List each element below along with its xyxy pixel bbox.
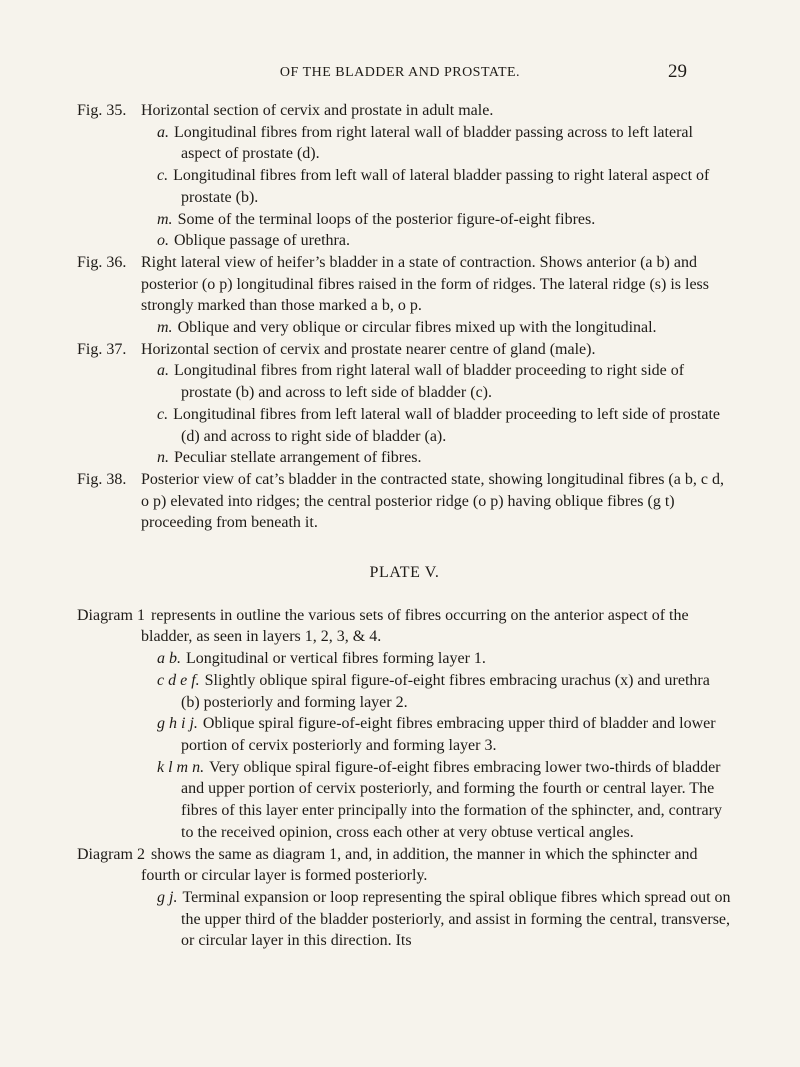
item-text: Very oblique spiral figure-of-eight fibres embracing lower two-thirds of bladder and upper portion of cervix posteriorly, and forming the fourth or central layer. The fibres of this layer enter principally into the formation of the sphincter, and, contrary to the received opinion, cross each other at very obtuse vertical angles. — [181, 758, 722, 841]
page-header — [0, 61, 800, 85]
item-text: Longitudinal fibres from right lateral wall of bladder proceeding to right side of prostate (b) and across to left side of bladder (c). — [174, 362, 685, 402]
diagram-text: shows the same as diagram 1, and, in addition, the manner in which the sphincter and fourth or circular layer is formed posteriorly. — [141, 845, 698, 885]
figure-text: Horizontal section of cervix and prostate in adult male. — [141, 102, 494, 119]
item-key: c. — [157, 167, 169, 185]
page-body — [77, 100, 732, 952]
diagram-label: Diagram 2 — [77, 845, 145, 863]
figure-caption — [77, 100, 732, 122]
diagram-item — [77, 670, 732, 713]
item-key: a. — [157, 362, 169, 380]
diagram-text: represents in outline the various sets of fibres occurring on the anterior aspect of the bladder, as seen in layers 1, 2, 3, & 4. — [141, 606, 689, 646]
item-text: Oblique spiral figure-of-eight fibres embracing upper third of bladder and lower portion of cervix posteriorly and forming layer 3. — [181, 715, 716, 754]
figure-caption — [77, 252, 732, 317]
figure-item — [77, 230, 732, 252]
item-key: k l m n. — [157, 758, 205, 776]
item-key: c d e f. — [157, 671, 200, 689]
figure-item — [77, 209, 732, 231]
diagram-item — [77, 887, 732, 952]
item-text: Terminal expansion or loop representing the spiral oblique fibres which spread out on the upper third of the bladder posteriorly, and assist in forming the central, transverse, or circular layer in this direction. Its — [181, 888, 731, 950]
figure-caption — [77, 469, 732, 534]
item-key: n. — [157, 449, 169, 467]
diagram-label: Diagram 1 — [77, 606, 145, 624]
item-text: Oblique passage of urethra. — [174, 232, 350, 250]
figure-label: Fig. 38. — [77, 470, 127, 488]
figure-item — [77, 404, 732, 447]
item-key: c. — [157, 405, 169, 423]
item-key: a. — [157, 123, 169, 141]
figure-label: Fig. 37. — [77, 340, 127, 358]
figure-caption — [77, 339, 732, 361]
item-key: m. — [157, 319, 173, 337]
diagram-caption — [77, 844, 732, 887]
figure-item — [77, 447, 732, 469]
item-key: a b. — [157, 650, 181, 668]
diagram-item — [77, 648, 732, 670]
figure-text: Horizontal section of cervix and prostate nearer centre of gland (male). — [141, 340, 596, 358]
diagram-caption — [77, 605, 732, 648]
page-number: 29 — [668, 61, 687, 82]
diagram-item — [77, 713, 732, 756]
diagram-item — [77, 757, 732, 844]
figure-item — [77, 122, 732, 165]
item-text: Peculiar stellate arrangement of fibres. — [174, 449, 422, 467]
figure-item — [77, 360, 732, 403]
item-text: Longitudinal fibres from right lateral wall of bladder passing across to left lateral aspect of prostate (d). — [174, 123, 693, 163]
item-text: Slightly oblique spiral figure-of-eight fibres embracing urachus (x) and urethra (b) posteriorly and forming layer 2. — [181, 671, 710, 711]
figure-label: Fig. 35. — [77, 102, 127, 119]
item-text: Longitudinal or vertical fibres forming layer 1. — [186, 650, 486, 668]
figure-text: Right lateral view of heifer’s bladder in a state of contraction. Shows anterior (a b) and posterior (o p) longitudinal fibres raised in the form of ridges. The lateral ridge (s) is less strongly marked than those marked a b, o p. — [141, 253, 709, 315]
item-text: Longitudinal fibres from left lateral wall of bladder proceeding to left side of prostate (d) and across to right side of bladder (a). — [173, 405, 721, 445]
plate-heading: PLATE V. — [369, 564, 440, 582]
running-title: OF THE BLADDER AND PROSTATE. — [279, 65, 521, 80]
figure-label: Fig. 36. — [77, 253, 127, 271]
item-text: Some of the terminal loops of the posterior figure-of-eight fibres. — [177, 210, 596, 228]
item-text: Longitudinal fibres from left wall of lateral bladder passing to right lateral aspect of prostate (b). — [173, 167, 710, 206]
item-key: g h i j. — [157, 715, 198, 733]
figure-item — [77, 165, 732, 208]
figure-text: Posterior view of cat’s bladder in the contracted state, showing longitudinal fibres (a b, c d, o p) elevated into ridges; the central posterior ridge (o p) having oblique fibres (g t) proceeding from beneath it. — [141, 470, 724, 532]
item-key: g j. — [157, 888, 178, 906]
item-key: m. — [157, 210, 173, 228]
figure-item — [77, 317, 732, 339]
item-text: Oblique and very oblique or circular fibres mixed up with the longitudinal. — [177, 319, 657, 337]
item-key: o. — [157, 232, 169, 250]
